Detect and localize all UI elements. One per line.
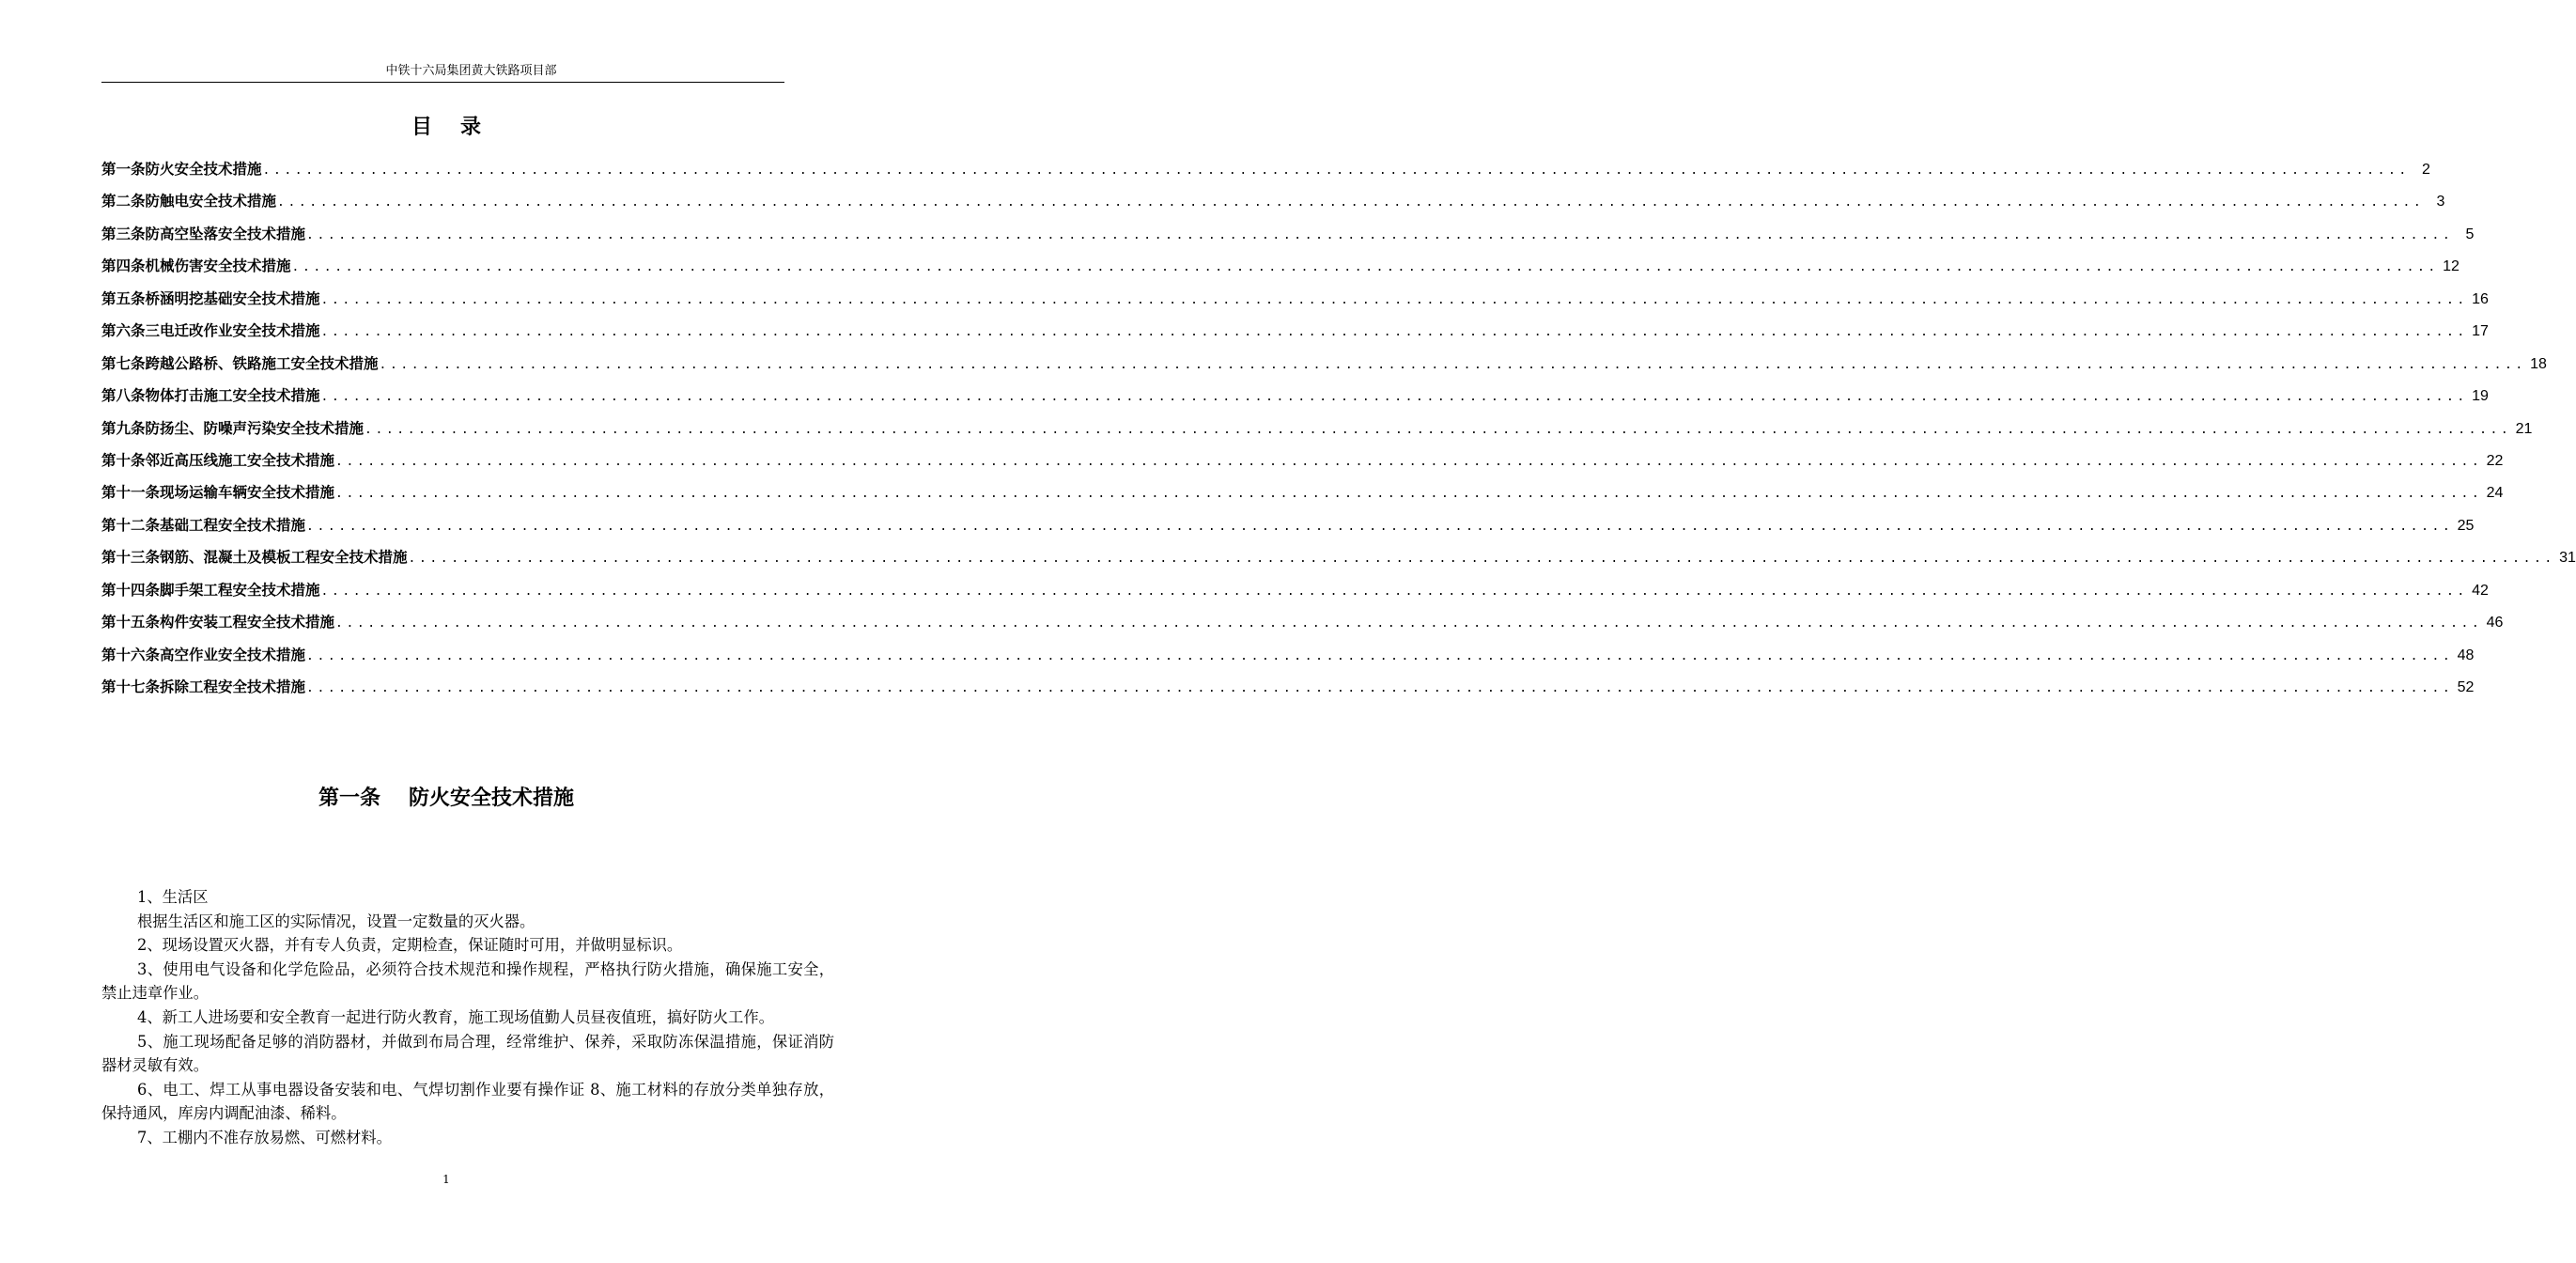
toc-entry-page: 17 [2472,323,2489,340]
toc-leader-dots: ........................................................................................................................................................................................................ [277,195,2425,210]
toc-entry[interactable] [101,514,2475,546]
toc-entry-number: 第三条 [101,225,146,242]
toc-leader-dots: ........................................................................................................................................................................................................ [306,681,2454,695]
body-paragraph: 2、现场设置灭火器，并有专人负责，定期检查，保证随时可用，并做明显标识。 [137,936,683,955]
toc-leader-dots: ........................................................................................................................................................................................................ [320,325,2468,340]
toc-entry[interactable] [101,546,2576,578]
toc-leader-dots: ........................................................................................................................................................................................................ [408,552,2555,567]
header-org: 中铁十六局集团黄大铁路项目部 [385,64,557,78]
toc-entry[interactable] [101,223,2475,255]
toc-entry-title: 现场运输车辆安全技术措施 [160,484,335,502]
body-paragraph: 根据生活区和施工区的实际情况，设置一定数量的灭火器。 [137,912,535,930]
toc-entry[interactable] [101,611,2504,643]
toc-leader-dots: ........................................................................................................................................................................................................ [365,422,2512,437]
toc-leader-dots: ........................................................................................................................................................................................................ [379,357,2526,372]
toc-entry-title: 构件安装工程安全技术措施 [160,614,335,632]
toc-entry[interactable] [101,644,2475,676]
toc-entry[interactable] [101,255,2460,287]
toc-entry[interactable] [101,320,2489,351]
toc-entry-title: 高空作业安全技术措施 [160,646,306,663]
toc-entry[interactable] [101,288,2489,320]
toc-entry-page: 25 [2457,517,2475,534]
body-paragraph: 5、施工现场配备足够的消防器材，并做到布局合理，经常维护、保养，采取防冻保温措施，保证消防器材灵敏有效。 [101,1032,834,1075]
toc-leader-dots: ........................................................................................................................................................................................................ [320,390,2468,405]
toc-entry-number: 第十三条 [101,549,161,567]
toc-entry-page: 22 [2486,452,2504,469]
toc-entry-page: 16 [2472,290,2489,307]
toc-leader-dots: ........................................................................................................................................................................................................ [306,227,2454,242]
toc-entry-number: 第十二条 [101,516,161,534]
toc-title: 目录 [411,116,509,139]
toc-leader-dots: ........................................................................................................................................................................................................ [306,648,2454,663]
toc-leader-dots: ........................................................................................................................................................................................................ [335,454,2483,469]
toc-leader-dots: ........................................................................................................................................................................................................ [291,260,2439,275]
toc-entry-title: 防高空坠落安全技术措施 [145,225,306,242]
toc-entry-title: 桥涵明挖基础安全技术措施 [145,289,320,307]
section-heading: 防火安全技术措施 [409,787,575,810]
toc-leader-dots: ........................................................................................................................................................................................................ [335,616,2483,632]
body-paragraph: 4、新工人进场要和安全教育一起进行防火教育，施工现场值勤人员昼夜值班，搞好防火工作。 [137,1007,774,1026]
toc-entry-title: 物体打击施工安全技术措施 [145,387,320,405]
toc-entry-title: 邻近高压线施工安全技术措施 [145,451,335,469]
toc-entry[interactable] [101,481,2504,513]
toc-entry-number: 第六条 [101,322,146,340]
toc-entry[interactable] [101,579,2489,611]
toc-leader-dots: ........................................................................................................................................................................................................ [320,584,2468,599]
toc-entry-title: 基础工程安全技术措施 [160,516,306,534]
toc-entry[interactable] [101,352,2547,384]
toc-entry-number: 第九条 [101,419,146,437]
toc-entry-page: 3 [2436,194,2445,210]
toc-entry-title: 防触电安全技术措施 [145,193,277,210]
toc-entry-page: 21 [2515,420,2533,437]
toc-entry-page: 2 [2421,162,2430,178]
toc-entry[interactable] [101,417,2533,449]
page-number: 1 [442,1173,450,1186]
toc-entry-title: 防火安全技术措施 [145,161,262,178]
toc-leader-dots: ........................................................................................................................................................................................................ [262,164,2410,178]
toc-entry[interactable] [101,384,2489,416]
toc-entry-title: 机械伤害安全技术措施 [145,257,291,275]
toc-entry-number: 第八条 [101,387,146,405]
toc-entry-number: 第十一条 [101,484,161,502]
toc-entry-number: 第二条 [101,193,146,210]
section-number: 第一条 [318,787,380,810]
toc-entry-page: 5 [2465,226,2475,242]
toc-entry-title: 三电迁改作业安全技术措施 [145,322,320,340]
toc-entry[interactable] [101,676,2475,708]
section-body [101,885,834,1150]
toc-entry-title: 钢筋、混凝土及模板工程安全技术措施 [160,549,408,567]
toc-entry-number: 第七条 [101,354,146,372]
body-paragraph: 7、工棚内不准存放易燃、可燃材料。 [137,1128,392,1146]
toc-entry-page: 31 [2559,550,2576,567]
toc-entry-page: 18 [2530,355,2547,372]
toc-entry-title: 防扬尘、防噪声污染安全技术措施 [145,419,365,437]
page-header [101,62,784,83]
toc-entry-title: 脚手架工程安全技术措施 [160,581,320,599]
toc-entry-number: 第十五条 [101,614,161,632]
section-title [0,782,892,811]
toc-entry-title: 拆除工程安全技术措施 [160,678,306,695]
toc-leader-dots: ........................................................................................................................................................................................................ [306,519,2454,534]
toc-entry-number: 第十七条 [101,678,161,695]
toc-entry[interactable] [101,449,2504,481]
toc-entry-number: 第一条 [101,161,146,178]
body-paragraph: 1、生活区 [137,888,209,906]
toc-entry-number: 第四条 [101,257,146,275]
toc-entry-number: 第十条 [101,451,146,469]
toc-entry[interactable] [101,190,2445,222]
toc-entry-page: 19 [2472,388,2489,405]
toc-entry-page: 24 [2486,485,2504,502]
toc-entry[interactable] [101,158,2430,190]
toc-entry-page: 46 [2486,615,2504,632]
table-of-contents [101,158,2576,708]
toc-entry-title: 跨越公路桥、铁路施工安全技术措施 [145,354,379,372]
toc-entry-number: 第五条 [101,289,146,307]
toc-leader-dots: ........................................................................................................................................................................................................ [320,292,2468,307]
toc-entry-page: 12 [2443,258,2460,275]
toc-entry-number: 第十六条 [101,646,161,663]
body-paragraph: 3、使用电气设备和化学危险品，必须符合技术规范和操作规程，严格执行防火措施，确保施工安全，禁止违章作业。 [101,959,834,1003]
toc-entry-page: 48 [2457,647,2475,663]
toc-entry-page: 52 [2457,679,2475,695]
body-paragraph: 6、电工、焊工从事电器设备安装和电、气焊切割作业要有操作证 8、施工材料的存放分类单独存放，保持通风，库房内调配油漆、稀料。 [101,1080,834,1123]
toc-entry-number: 第十四条 [101,581,161,599]
toc-entry-page: 42 [2472,582,2489,599]
toc-leader-dots: ........................................................................................................................................................................................................ [335,487,2483,502]
